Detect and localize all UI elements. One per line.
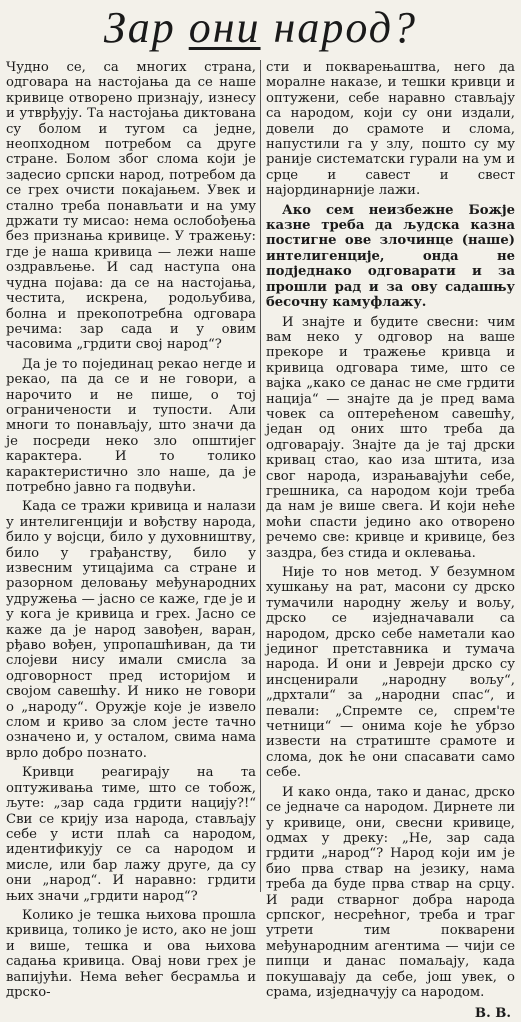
paragraph: И знајте и будите свесни: чим вам неко у одговор на ваше прекоре и тражење кривца и кривица одговара тиме, што се вајка „како се данас не сме грдити нација“ — знајте да је пред вама човек са оптерећеном савешћу, један од оних што треба да одговарају. Знајте да је тај дрски кривац стао, као иза штита, иза свог народа, израњавајући себе, грешника, са народом који треба да нам је више свега. И који неће моћи спасти једино ако отворено речемо све: кривце и кривице, без заздра, без стида и оклевања. bbox=[266, 314, 515, 561]
paragraph: Колико је тешка њихова прошла кривица, толико је исто, ако не још и више, тешка и ова њихова садања кривица. Овај нови грех је вапијући. Нема већег бесрамља и дрско- bbox=[6, 907, 256, 1000]
paragraph: Није то нов метод. У безумном хушкању на рат, масони су дрско тумачили народну жељу и вољу, дрско се изједначавали са народом, дрско себе наметали као јединог претставника и тумача народа. И они и Јевреји дрско су инсценирали „народну вољу“, „дрхтали“ за „народни спас“, и певали: „Спремте се, спрем'те четници“ — онима које ће убрзо извести на стратиште срамоте и слома, док ће они спасавати само себе. bbox=[266, 565, 515, 781]
paragraph: сти и покварењаштва, него да моралне наказе, и тешки кривци и оптужени, себе наравно стављају са народом, који су они издали, довели до срамоте и слома, напустили га у злу, пошто су му раније систематски гурали на ум и срце и савест и свест најординарније лажи. bbox=[266, 60, 515, 199]
paragraph: Чудно се, са многих страна, одговара на настојања да се наше кривице отворено признају, изнесу и утврђују. Та настојања диктована су болом и тугом са једне, неопходном потребом са друге стране. Болом због слома који је задесио српски народ, потребом да се грех очисти покајањем. Увек и стално треба понављати и на уму држати ту мисао: нема ослобођења без признања кривице. У тражењу: где је наша кривица — лежи наше оздрављење. И сад наступа она чудна појава: да се на настојања, честита, искрена, родољубива, болна и прекопотребна одговара речима: зар сада и у овим часовима „грдити свој народ“? bbox=[6, 60, 256, 353]
author-signature: В. В. bbox=[474, 1006, 511, 1022]
left-column bbox=[6, 60, 256, 1000]
paragraph: Кривци реагирају на та оптуживања тиме, што се тобож, љуте: „зар сада грдити нацију?!“ Сви се крију иза народа, стављају себе у исти плаћ са народом, идентификују се са народом и мисле, или бар лажу друге, да су они „народ“. И наравно: грдити њих значи „грдити народ“? bbox=[6, 765, 256, 904]
column-divider bbox=[260, 60, 261, 892]
title-part-1: Зар bbox=[103, 3, 189, 52]
paragraph: Када се тражи кривица и налази у интелигенцији и вођству народа, било у војсци, било у духовништву, било у грађанству, било у извесним утицајима са стране и разорном деловању међународних удружења — јасно се каже, где је и у кога је кривица и грех. Јасно се каже да је народ завођен, варан, рђаво вођен, упропашћиван, да ти слојеви нису имали смисла за одговорност пред историјом и својом савешћу. И нико не говори о „народу“. Оружје које је извело слом и криво за слом јесте тачно означено и, у осталом, свима нама врло добро познато. bbox=[6, 499, 256, 761]
article-title bbox=[0, 0, 521, 58]
paragraph: И како онда, тако и данас, дрско се једначе са народом. Дирнете ли у кривице, они, свесни кривице, одмах у дреку: „Не, зар сада грдити „народ“? Народ који им је био прва ствар на језику, нама треба да буде прва ствар на срцу. И ради стварног добра народа српског, несрећног, треба и траг утрети тим покварени међународним агентима — чији се пипци и данас помаљају, када покушавају да себе, још увек, о срама, изједначују са народом. bbox=[266, 784, 515, 1000]
paragraph: Да је то појединац рекао негде и рекао, па да се и не говори, а нарочито и не пише, о тој ограничености и тупости. Али многи то понављају, што значи да је посреди неко зло општијег карактера. И то толико карактеристично зло наше, да је потребно јавно га подвући. bbox=[6, 356, 256, 495]
right-column bbox=[266, 60, 515, 1022]
title-part-3: народ? bbox=[260, 3, 418, 52]
title-part-2-underlined: они bbox=[188, 3, 261, 52]
bold-paragraph: Ако сем неизбежне Божје казне треба да људска казна постигне ове злочинце (наше) интелигенције, онда не подједнако одговарати и за прошли рад и за ову садашњу бесочну камуфлажу. bbox=[266, 202, 515, 311]
